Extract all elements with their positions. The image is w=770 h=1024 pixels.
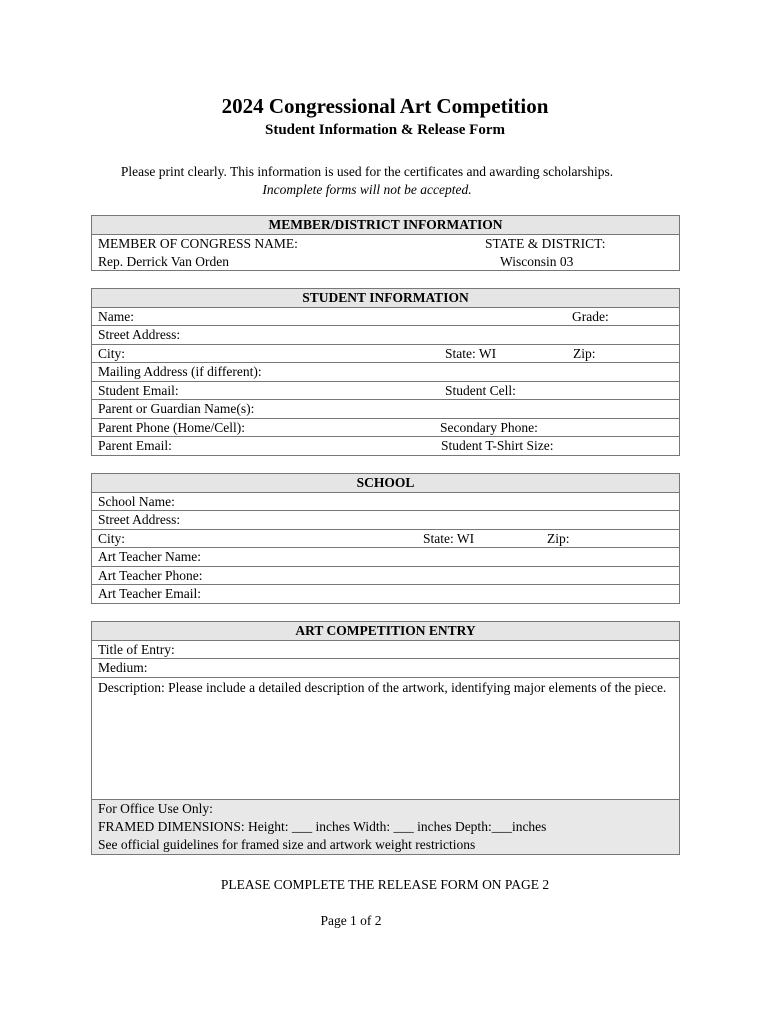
student-email-row[interactable]	[92, 381, 680, 400]
instruction-text: Please print clearly. This information is used for the certificates and awarding scholarships.	[120, 164, 614, 179]
intro-text	[0, 163, 734, 199]
guardian-name-row[interactable]	[92, 400, 680, 419]
school-state-label: State: WI	[423, 530, 475, 546]
student-street-row[interactable]	[92, 326, 680, 345]
office-use-label: For Office Use Only:	[98, 800, 213, 816]
student-name-label: Name:	[98, 308, 134, 324]
student-info-table	[91, 288, 680, 456]
parent-phone-label: Parent Phone (Home/Cell):	[98, 419, 245, 435]
entry-heading: ART COMPETITION ENTRY	[92, 622, 680, 641]
student-email-label: Student Email:	[98, 382, 179, 398]
entry-medium-row[interactable]	[92, 659, 680, 678]
framed-dimensions-row	[92, 818, 680, 837]
school-street-label: Street Address:	[98, 512, 181, 527]
entry-description-box[interactable]	[92, 677, 680, 799]
school-city-label: City:	[98, 530, 126, 546]
grade-label: Grade:	[572, 308, 609, 324]
parent-phone-row[interactable]	[92, 418, 680, 437]
student-heading: STUDENT INFORMATION	[92, 289, 680, 308]
student-name-row[interactable]	[92, 307, 680, 326]
member-heading: MEMBER/DISTRICT INFORMATION	[92, 216, 680, 235]
guidelines-label: See official guidelines for framed size and artwork weight restrictions	[98, 837, 476, 852]
teacher-phone-label: Art Teacher Phone:	[98, 567, 203, 583]
guardian-name-label: Parent or Guardian Name(s):	[98, 401, 255, 416]
framed-dimensions-label: FRAMED DIMENSIONS: Height: ___ inches Width: ___ inches Depth:___inches	[98, 818, 547, 834]
mailing-address-label: Mailing Address (if different):	[98, 364, 262, 379]
release-form-note: PLEASE COMPLETE THE RELEASE FORM ON PAGE 2	[220, 877, 550, 892]
student-street-label: Street Address:	[98, 327, 181, 342]
state-district-value: Wisconsin 03	[500, 253, 574, 269]
page-number: Page 1 of 2	[320, 913, 382, 928]
entry-medium-label: Medium:	[98, 660, 148, 675]
entry-description-label: Description: Please include a detailed description of the artwork, identifying major elements of the piece.	[98, 679, 667, 695]
tshirt-size-label: Student T-Shirt Size:	[441, 438, 554, 453]
member-district-table	[91, 215, 680, 271]
student-state-label: State: WI	[445, 345, 497, 361]
school-zip-label: Zip:	[547, 530, 570, 546]
school-street-row[interactable]	[92, 511, 680, 530]
art-entry-table	[91, 621, 680, 855]
state-district-label: STATE & DISTRICT:	[485, 235, 606, 251]
student-city-row[interactable]	[92, 344, 680, 363]
office-use-row	[92, 799, 680, 818]
school-heading: SCHOOL	[92, 474, 680, 493]
school-city-row[interactable]	[92, 529, 680, 548]
school-name-row[interactable]	[92, 492, 680, 511]
parent-email-row[interactable]	[92, 437, 680, 456]
teacher-email-row[interactable]	[92, 585, 680, 604]
student-city-label: City:	[98, 345, 126, 361]
school-name-label: School Name:	[98, 493, 175, 509]
entry-title-row[interactable]	[92, 640, 680, 659]
teacher-name-label: Art Teacher Name:	[98, 549, 202, 564]
member-name-value: Rep. Derrick Van Orden	[98, 253, 229, 269]
form-title: 2024 Congressional Art Competition	[221, 94, 549, 118]
entry-title-label: Title of Entry:	[98, 641, 175, 657]
student-zip-label: Zip:	[573, 345, 596, 361]
form-subtitle: Student Information & Release Form	[265, 122, 505, 138]
member-info-cell	[92, 234, 680, 270]
teacher-name-row[interactable]	[92, 548, 680, 567]
student-cell-label: Student Cell:	[445, 382, 516, 398]
teacher-phone-row[interactable]	[92, 566, 680, 585]
guidelines-row	[92, 836, 680, 855]
mailing-address-row[interactable]	[92, 363, 680, 382]
school-table	[91, 473, 680, 604]
warning-text: Incomplete forms will not be accepted.	[262, 182, 472, 197]
member-name-label: MEMBER OF CONGRESS NAME:	[98, 235, 298, 251]
parent-email-label: Parent Email:	[98, 438, 172, 453]
secondary-phone-label: Secondary Phone:	[440, 419, 538, 435]
teacher-email-label: Art Teacher Email:	[98, 586, 202, 601]
